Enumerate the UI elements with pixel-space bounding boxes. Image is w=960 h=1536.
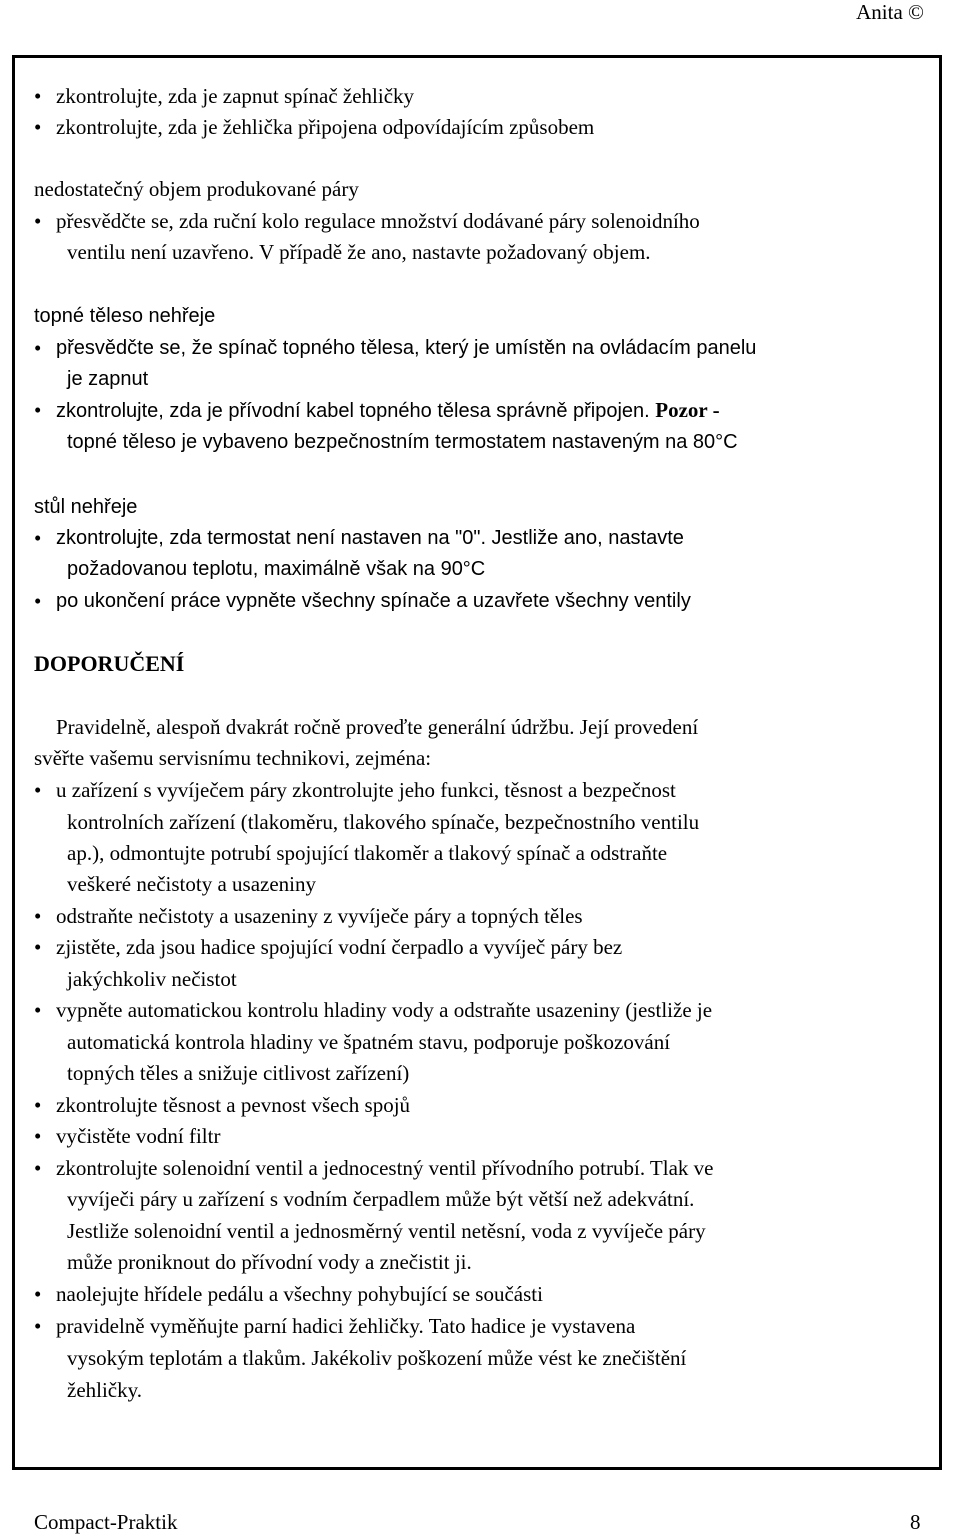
- header-author: Anita ©: [856, 0, 924, 24]
- list-item-continuation: jakýchkoliv nečistot: [67, 967, 237, 991]
- list-item-continuation: může proniknout do přívodní vody a znečistit ji.: [67, 1250, 472, 1274]
- bullet-glyph: •: [34, 904, 42, 928]
- bullet-glyph: •: [34, 589, 42, 613]
- bullet-glyph: •: [34, 1314, 42, 1338]
- list-item: vyčistěte vodní filtr: [56, 1124, 221, 1148]
- section-title: nedostatečný objem produkované páry: [34, 177, 359, 201]
- list-item: [56, 397, 720, 424]
- list-item: po ukončení práce vypněte všechny spínače a uzavřete všechny ventily: [56, 590, 691, 612]
- warning-label: Pozor -: [655, 398, 720, 422]
- paragraph-line: svěřte vašemu servisnímu technikovi, zejména:: [34, 746, 432, 770]
- list-item-continuation: žehličky.: [67, 1378, 143, 1402]
- list-item-continuation: vyvíječi páry u zařízení s vodním čerpadlem může být větší než adekvátní.: [67, 1187, 695, 1211]
- bullet-glyph: •: [34, 84, 42, 108]
- list-item-continuation: automatická kontrola hladiny ve špatném stavu, podporuje poškozování: [67, 1030, 671, 1054]
- list-item: zkontrolujte solenoidní ventil a jednocestný ventil přívodního potrubí. Tlak ve: [56, 1156, 714, 1180]
- list-item-text: zkontrolujte, zda je přívodní kabel topného tělesa správně připojen.: [56, 400, 650, 422]
- list-item-continuation: ventilu není uzavřeno. V případě že ano, nastavte požadovaný objem.: [67, 240, 651, 264]
- bullet-glyph: •: [34, 998, 42, 1022]
- bullet-glyph: •: [34, 526, 42, 550]
- list-item-continuation: topných těles a snižuje citlivost zařízení): [67, 1061, 410, 1085]
- page-number: 8: [910, 1510, 921, 1534]
- bullet-glyph: •: [34, 1093, 42, 1117]
- list-item-continuation: veškeré nečistoty a usazeniny: [67, 872, 316, 896]
- list-item-continuation: je zapnut: [67, 368, 149, 390]
- list-item: zjistěte, zda jsou hadice spojující vodní čerpadlo a vyvíječ páry bez: [56, 935, 623, 959]
- list-item: přesvědčte se, že spínač topného tělesa, který je umístěn na ovládacím panelu: [56, 337, 757, 359]
- list-item-continuation: vysokým teplotám a tlakům. Jakékoliv poškození může vést ke znečištění: [67, 1346, 687, 1370]
- list-item: vypněte automatickou kontrolu hladiny vody a odstraňte usazeniny (jestliže je: [56, 998, 713, 1022]
- section-title: stůl nehřeje: [34, 496, 138, 518]
- section-heading: DOPORUČENÍ: [34, 651, 185, 676]
- list-item: přesvědčte se, zda ruční kolo regulace množství dodávané páry solenoidního: [56, 209, 700, 233]
- paragraph-line: Pravidelně, alespoň dvakrát ročně proveďte generální údržbu. Její provedení: [56, 715, 699, 739]
- footer-title: Compact-Praktik: [34, 1510, 178, 1534]
- bullet-glyph: •: [34, 1124, 42, 1148]
- list-item-continuation: požadovanou teplotu, maximálně však na 90°C: [67, 558, 486, 580]
- list-item-continuation: ap.), odmontujte potrubí spojující tlakoměr a tlakový spínač a odstraňte: [67, 841, 668, 865]
- bullet-glyph: •: [34, 209, 42, 233]
- bullet-glyph: •: [34, 1156, 42, 1180]
- list-item: u zařízení s vyvíječem páry zkontrolujte jeho funkci, těsnost a bezpečnost: [56, 778, 676, 802]
- list-item-continuation: Jestliže solenoidní ventil a jednosměrný ventil netěsní, voda z vyvíječe páry: [67, 1219, 706, 1243]
- list-item: zkontrolujte těsnost a pevnost všech spojů: [56, 1093, 411, 1117]
- list-item: zkontrolujte, zda termostat není nastaven na "0". Jestliže ano, nastavte: [56, 527, 684, 549]
- list-item: pravidelně vyměňujte parní hadici žehličky. Tato hadice je vystavena: [56, 1314, 636, 1338]
- list-item-continuation: kontrolních zařízení (tlakoměru, tlakového spínače, bezpečnostního ventilu: [67, 810, 700, 834]
- list-item: naolejujte hřídele pedálu a všechny pohybující se součásti: [56, 1282, 543, 1306]
- list-item-continuation: topné těleso je vybaveno bezpečnostním termostatem nastaveným na 80°C: [67, 431, 738, 453]
- bullet-glyph: •: [34, 336, 42, 360]
- section-title: topné těleso nehřeje: [34, 305, 216, 327]
- bullet-glyph: •: [34, 778, 42, 802]
- list-item: zkontrolujte, zda je zapnut spínač žehličky: [56, 84, 415, 108]
- bullet-glyph: •: [34, 115, 42, 139]
- list-item: odstraňte nečistoty a usazeniny z vyvíječe páry a topných těles: [56, 904, 583, 928]
- list-item: zkontrolujte, zda je žehlička připojena odpovídajícím způsobem: [56, 115, 595, 139]
- bullet-glyph: •: [34, 935, 42, 959]
- bullet-glyph: •: [34, 398, 42, 422]
- bullet-glyph: •: [34, 1282, 42, 1306]
